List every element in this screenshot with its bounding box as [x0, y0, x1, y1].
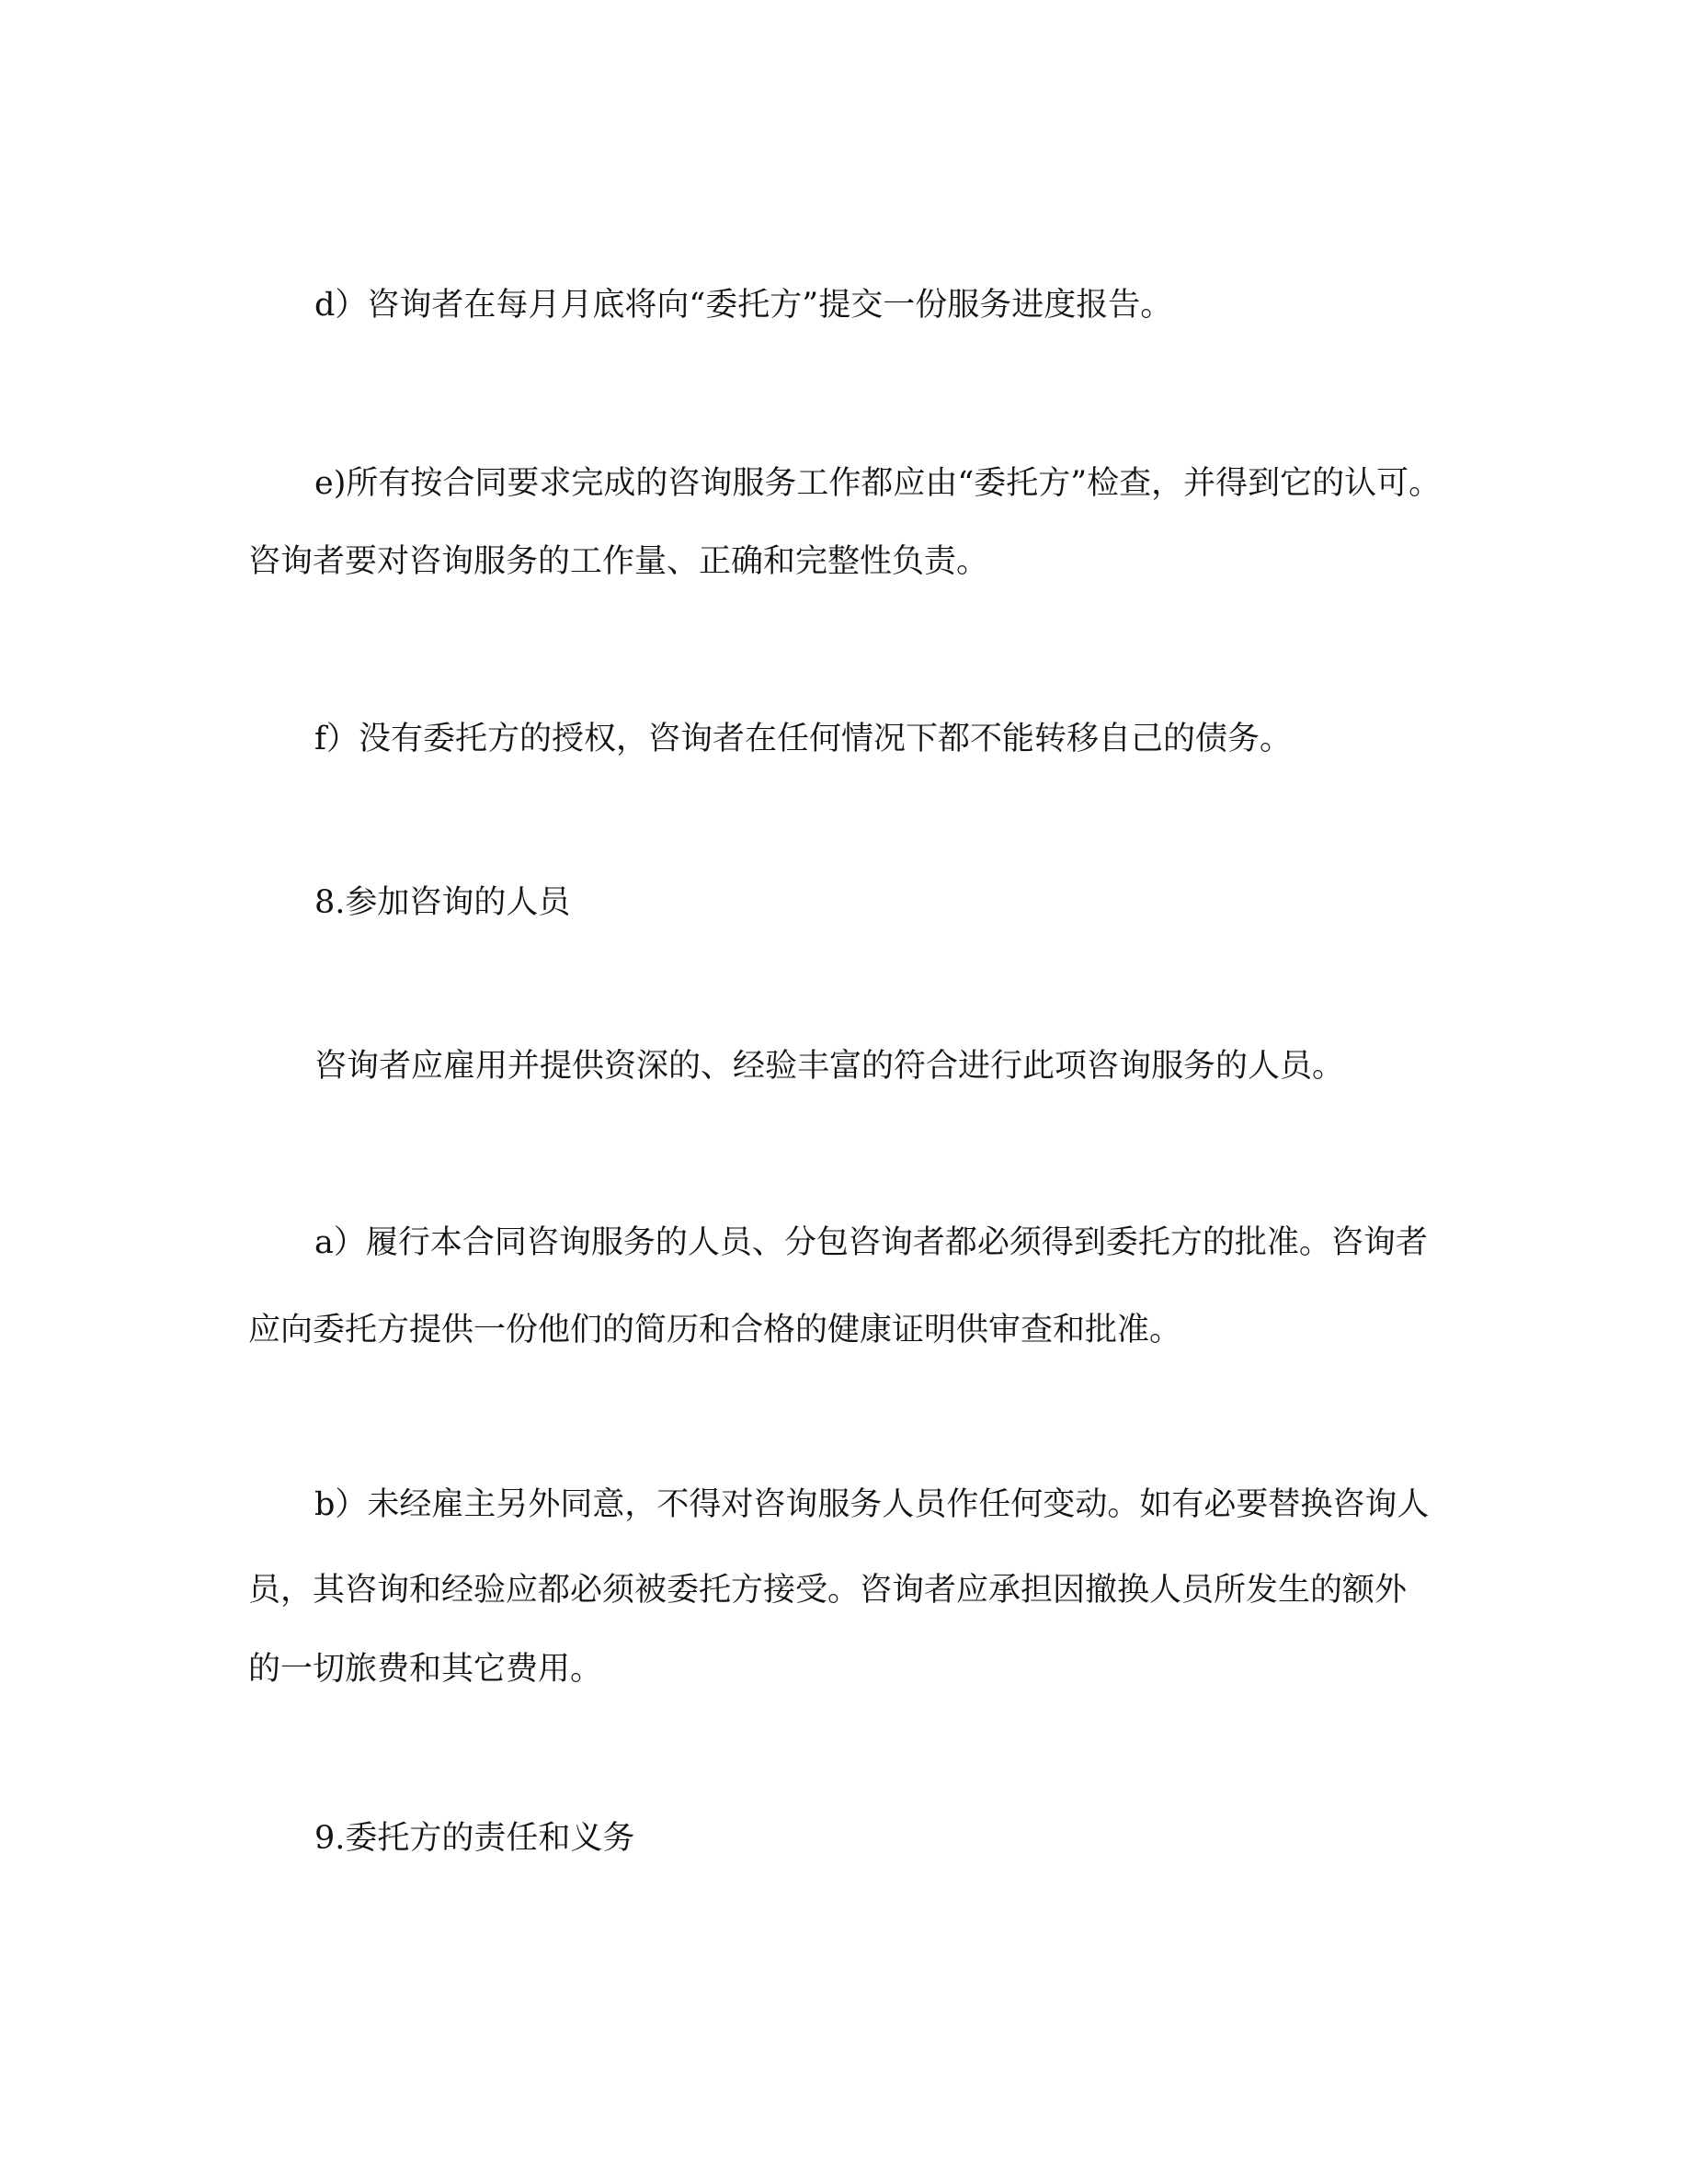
- paragraph-item-a-line-2: 应向委托方提供一份他们的简历和合格的健康证明供审查和批准。: [248, 1312, 1182, 1348]
- paragraph-item-d: d）咨询者在每月月底将向“委托方”提交一份服务进度报告。: [314, 287, 1173, 324]
- paragraph-item-b-line-1: b）未经雇主另外同意，不得对咨询服务人员作任何变动。如有必要替换咨询人: [314, 1486, 1430, 1523]
- section-8-intro: 咨询者应雇用并提供资深的、经验丰富的符合进行此项咨询服务的人员。: [314, 1048, 1345, 1085]
- section-9-heading: 9.委托方的责任和义务: [314, 1820, 635, 1857]
- paragraph-item-e-line-1: e)所有按合同要求完成的咨询服务工作都应由“委托方”检查，并得到它的认可。: [314, 465, 1442, 502]
- paragraph-item-b-line-3: 的一切旅费和其它费用。: [248, 1651, 603, 1688]
- paragraph-item-e-line-2: 咨询者要对咨询服务的工作量、正确和完整性负责。: [248, 543, 989, 580]
- paragraph-item-f: f）没有委托方的授权，咨询者在任何情况下都不能转移自己的债务。: [314, 721, 1292, 757]
- paragraph-item-a-line-1: a）履行本合同咨询服务的人员、分包咨询者都必须得到委托方的批准。咨询者: [314, 1224, 1428, 1261]
- section-8-heading: 8.参加咨询的人员: [314, 884, 571, 921]
- paragraph-item-b-line-2: 员，其咨询和经验应都必须被委托方接受。咨询者应承担因撤换人员所发生的额外: [248, 1572, 1408, 1609]
